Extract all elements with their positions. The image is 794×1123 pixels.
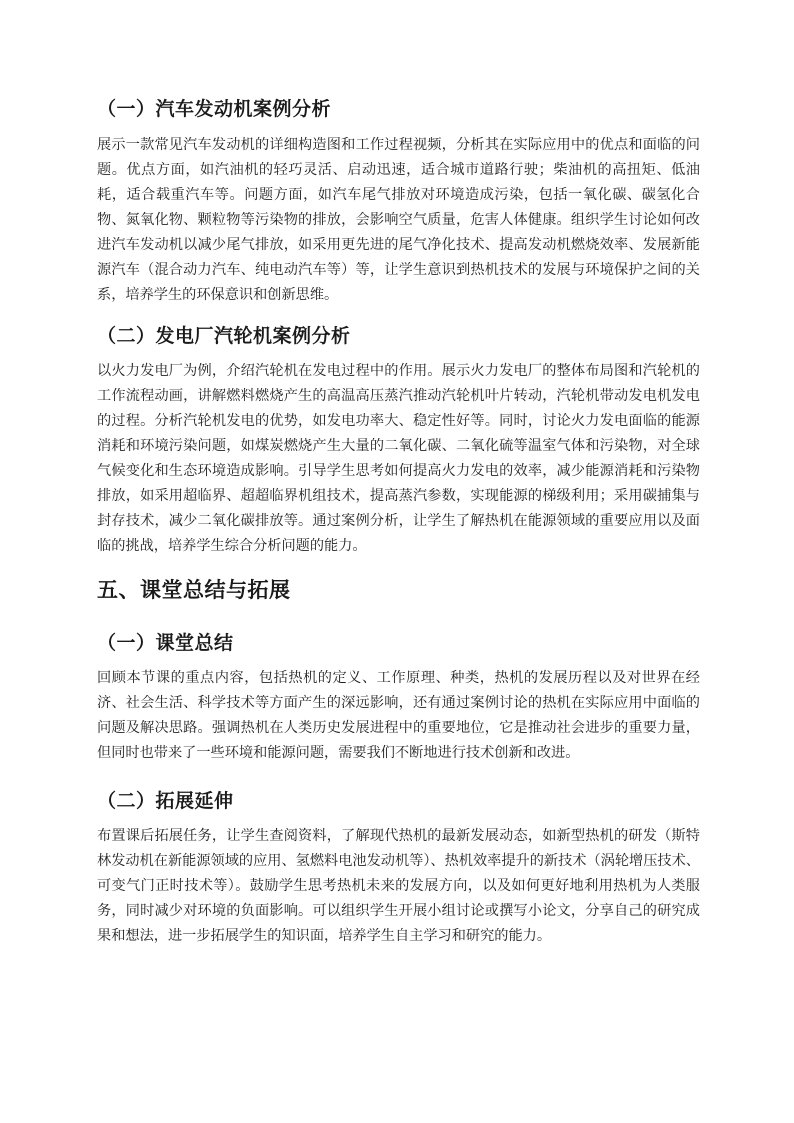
chapter-heading-summary-extension: 五、课堂总结与拓展 [97, 578, 291, 602]
paragraph-extension: 布置课后拓展任务，让学生查阅资料，了解现代热机的最新发展动态，如新型热机的研发（斯特林发动机在新能源领域的应用、氢燃料电池发动机等）、热机效率提升的新技术（涡轮增压技术、可变气门正时技术等）。鼓励学生思考热机未来的发展方向，以及如何更好地利用热机为人类服务，同时减少对环境的负面影响。可以组织学生开展小组讨论或撰写小论文，分享自己的研究成果和想法，进一步拓展学生的知识面，培养学生自主学习和研究的能力。 [97, 828, 700, 944]
section-heading-extension: （二）拓展延伸 [97, 790, 234, 812]
paragraph-turbine-case: 以火力发电厂为例，介绍汽轮机在发电过程中的作用。展示火力发电厂的整体布局图和汽轮机的工作流程动画，讲解燃料燃烧产生的高温高压蒸汽推动汽轮机叶片转动，汽轮机带动发电机发电的过程。分析汽轮机发电的优势，如发电功率大、稳定性好等。同时，讨论火力发电面临的能源消耗和环境污染问题，如煤炭燃烧产生大量的二氧化碳、二氧化硫等温室气体和污染物，对全球气候变化和生态环境造成影响。引导学生思考如何提高火力发电的效率，减少能源消耗和污染物排放，如采用超临界、超超临界机组技术，提高蒸汽参数，实现能源的梯级利用；采用碳捕集与封存技术，减少二氧化碳排放等。通过案例分析，让学生了解热机在能源领域的重要应用以及面临的挑战，培养学生综合分析问题的能力。 [97, 363, 700, 554]
section-heading-class-summary: （一）课堂总结 [97, 632, 234, 654]
paragraph-engine-case: 展示一款常见汽车发动机的详细构造图和工作过程视频，分析其在实际应用中的优点和面临的问题。优点方面，如汽油机的轻巧灵活、启动迅速，适合城市道路行驶；柴油机的高扭矩、低油耗，适合载重汽车等。问题方面，如汽车尾气排放对环境造成污染，包括一氧化碳、碳氢化合物、氮氧化物、颗粒物等污染物的排放，会影响空气质量，危害人体健康。组织学生讨论如何改进汽车发动机以减少尾气排放，如采用更先进的尾气净化技术、提高发动机燃烧效率、发展新能源汽车（混合动力汽车、纯电动汽车等）等，让学生意识到热机技术的发展与环境保护之间的关系，培养学生的环保意识和创新思维。 [97, 137, 700, 303]
paragraph-class-summary: 回顾本节课的重点内容，包括热机的定义、工作原理、种类，热机的发展历程以及对世界在经济、社会生活、科学技术等方面产生的深远影响，还有通过案例讨论的热机在实际应用中面临的问题及解决思路。强调热机在人类历史发展进程中的重要地位，它是推动社会进步的重要力量，但同时也带来了一些环境和能源问题，需要我们不断地进行技术创新和改进。 [97, 670, 700, 761]
section-heading-turbine-case: （二）发电厂汽轮机案例分析 [97, 325, 351, 347]
section-heading-engine-case: （一）汽车发动机案例分析 [97, 98, 332, 120]
